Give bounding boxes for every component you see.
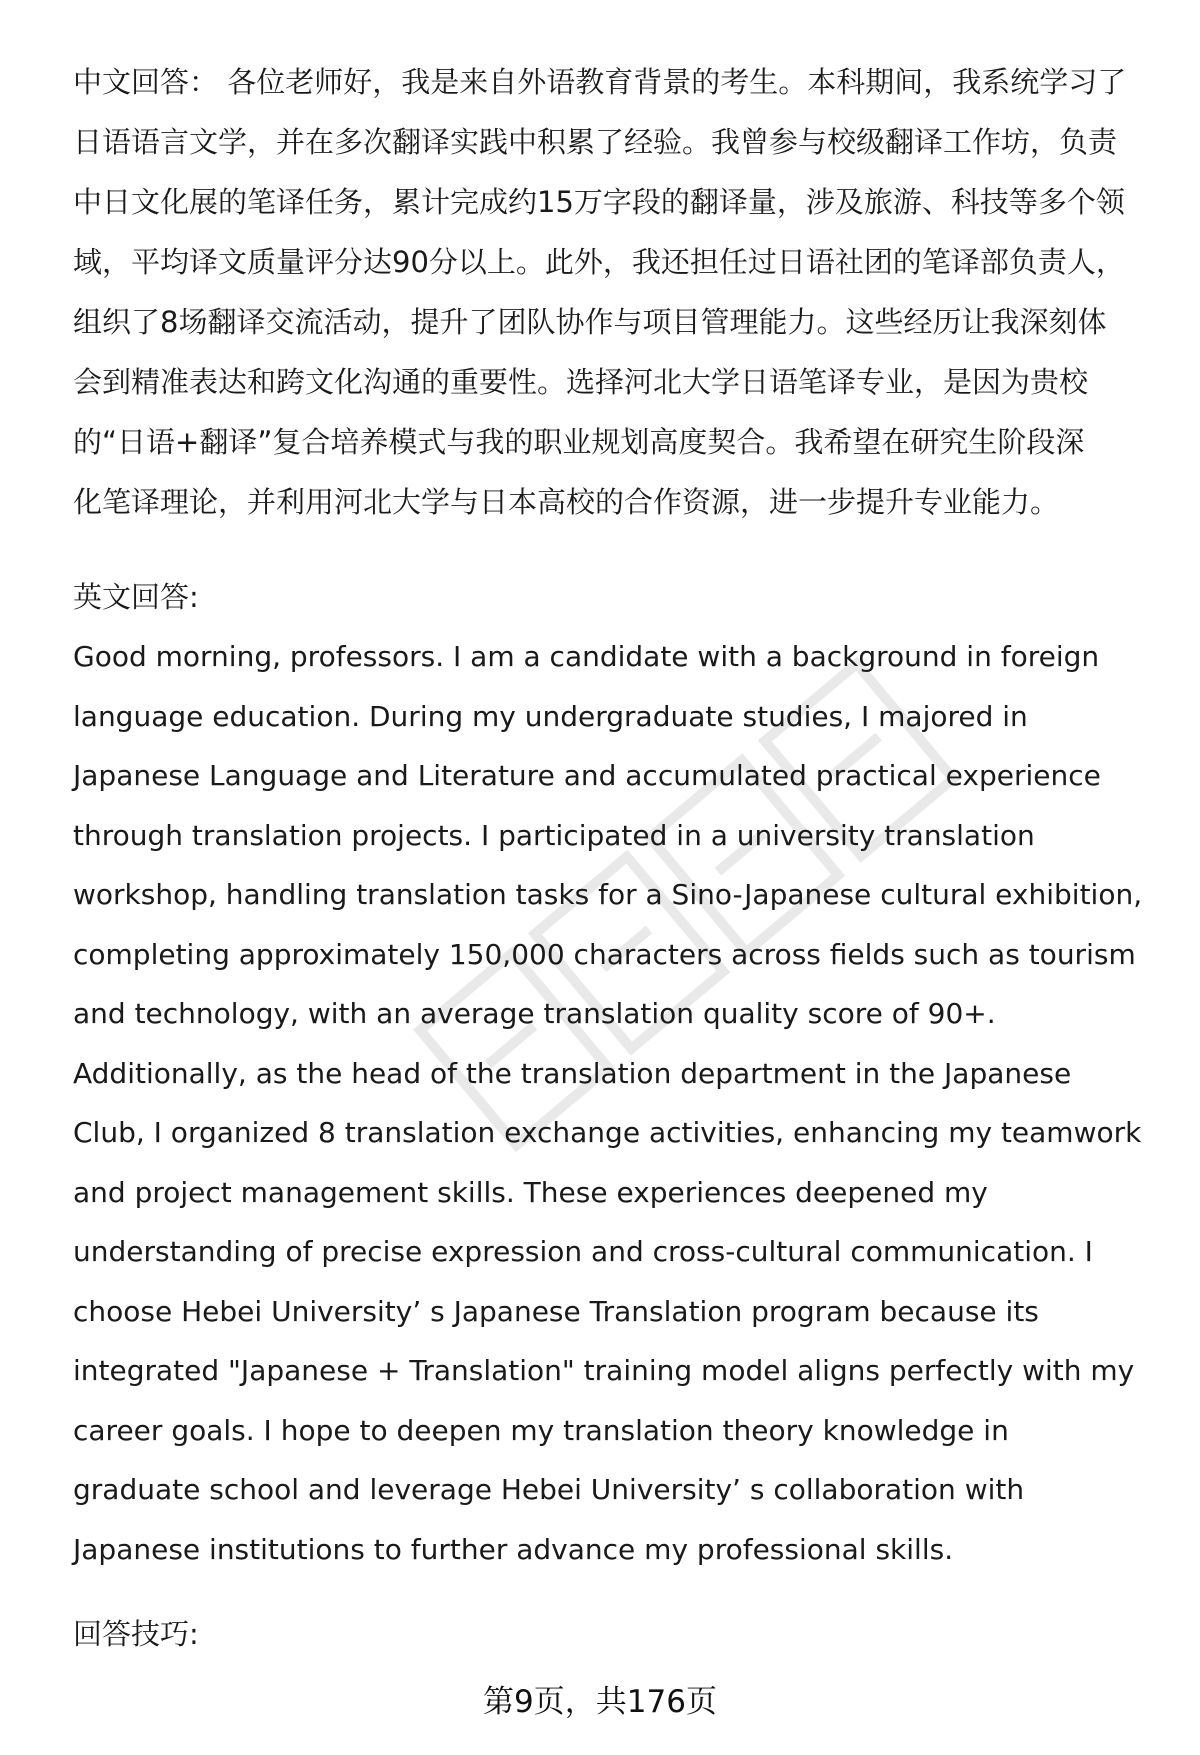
english-answer-line: and project management skills. These experiences deepened my [73,1175,988,1209]
english-answer-line: Japanese Language and Literature and accumulated practical experience [73,759,1101,792]
english-answer-line: understanding of precise expression and cross-cultural communication. I [73,1235,1093,1268]
chinese-answer-paragraph [73,52,1153,532]
chinese-answer-line: 化笔译理论，并利用河北大学与日本高校的合作资源，进一步提升专业能力。 [73,485,1060,519]
english-answer-line: Japanese institutions to further advance my professional skills. [73,1532,954,1566]
english-answer-line: through translation projects. I participated in a university translation [73,818,1035,852]
chinese-answer-line: 的“日语+翻译”复合培养模式与我的职业规划高度契合。我希望在研究生阶段深 [73,425,1085,459]
chinese-answer-line: 日语语言文学，并在多次翻译实践中积累了经验。我曾参与校级翻译工作坊，负责 [73,125,1118,159]
chinese-answer-line: 组织了8场翻译交流活动，提升了团队协作与项目管理能力。这些经历让我深刻体 [73,305,1107,339]
english-answer-paragraph [73,627,1153,1579]
english-answer-line: integrated "Japanese + Translation" training model aligns perfectly with my [73,1354,1135,1387]
english-answer-label: 英文回答: [73,580,199,614]
chinese-answer-line: 中文回答： 各位老师好，我是来自外语教育背景的考生。本科期间，我系统学习了 [73,65,1127,99]
english-answer-line: graduate school and leverage Hebei University’ s collaboration with [73,1473,1025,1506]
english-answer-line: and technology, with an average translation quality score of 90+. [73,997,996,1030]
english-answer-line: completing approximately 150,000 characters across fields such as tourism [73,937,1136,971]
english-answer-line: choose Hebei University’ s Japanese Translation program because its [73,1294,1039,1328]
english-answer-line: Club, I organized 8 translation exchange activities, enhancing my teamwork [73,1116,1142,1149]
page-number-footer: 第9页，共176页 [483,1684,717,1720]
english-answer-line: Good morning, professors. I am a candidate with a background in foreign [73,640,1100,673]
english-answer-line: career goals. I hope to deepen my translation theory knowledge in [73,1413,1009,1447]
chinese-answer-line: 域，平均译文质量评分达90分以上。此外，我还担任过日语社团的笔译部负责人， [73,245,1125,279]
english-answer-line: workshop, handling translation tasks for a Sino-Japanese cultural exhibition, [73,878,1143,911]
chinese-answer-line: 会到精准表达和跨文化沟通的重要性。选择河北大学日语笔译专业，是因为贵校 [73,365,1089,399]
english-answer-line: Additionally, as the head of the translation department in the Japanese [73,1056,1072,1090]
answer-tips-label: 回答技巧: [73,1617,199,1651]
chinese-answer-line: 中日文化展的笔译任务，累计完成约15万字段的翻译量，涉及旅游、科技等多个领 [73,185,1125,219]
english-answer-line: language education. During my undergraduate studies, I majored in [73,699,1028,733]
